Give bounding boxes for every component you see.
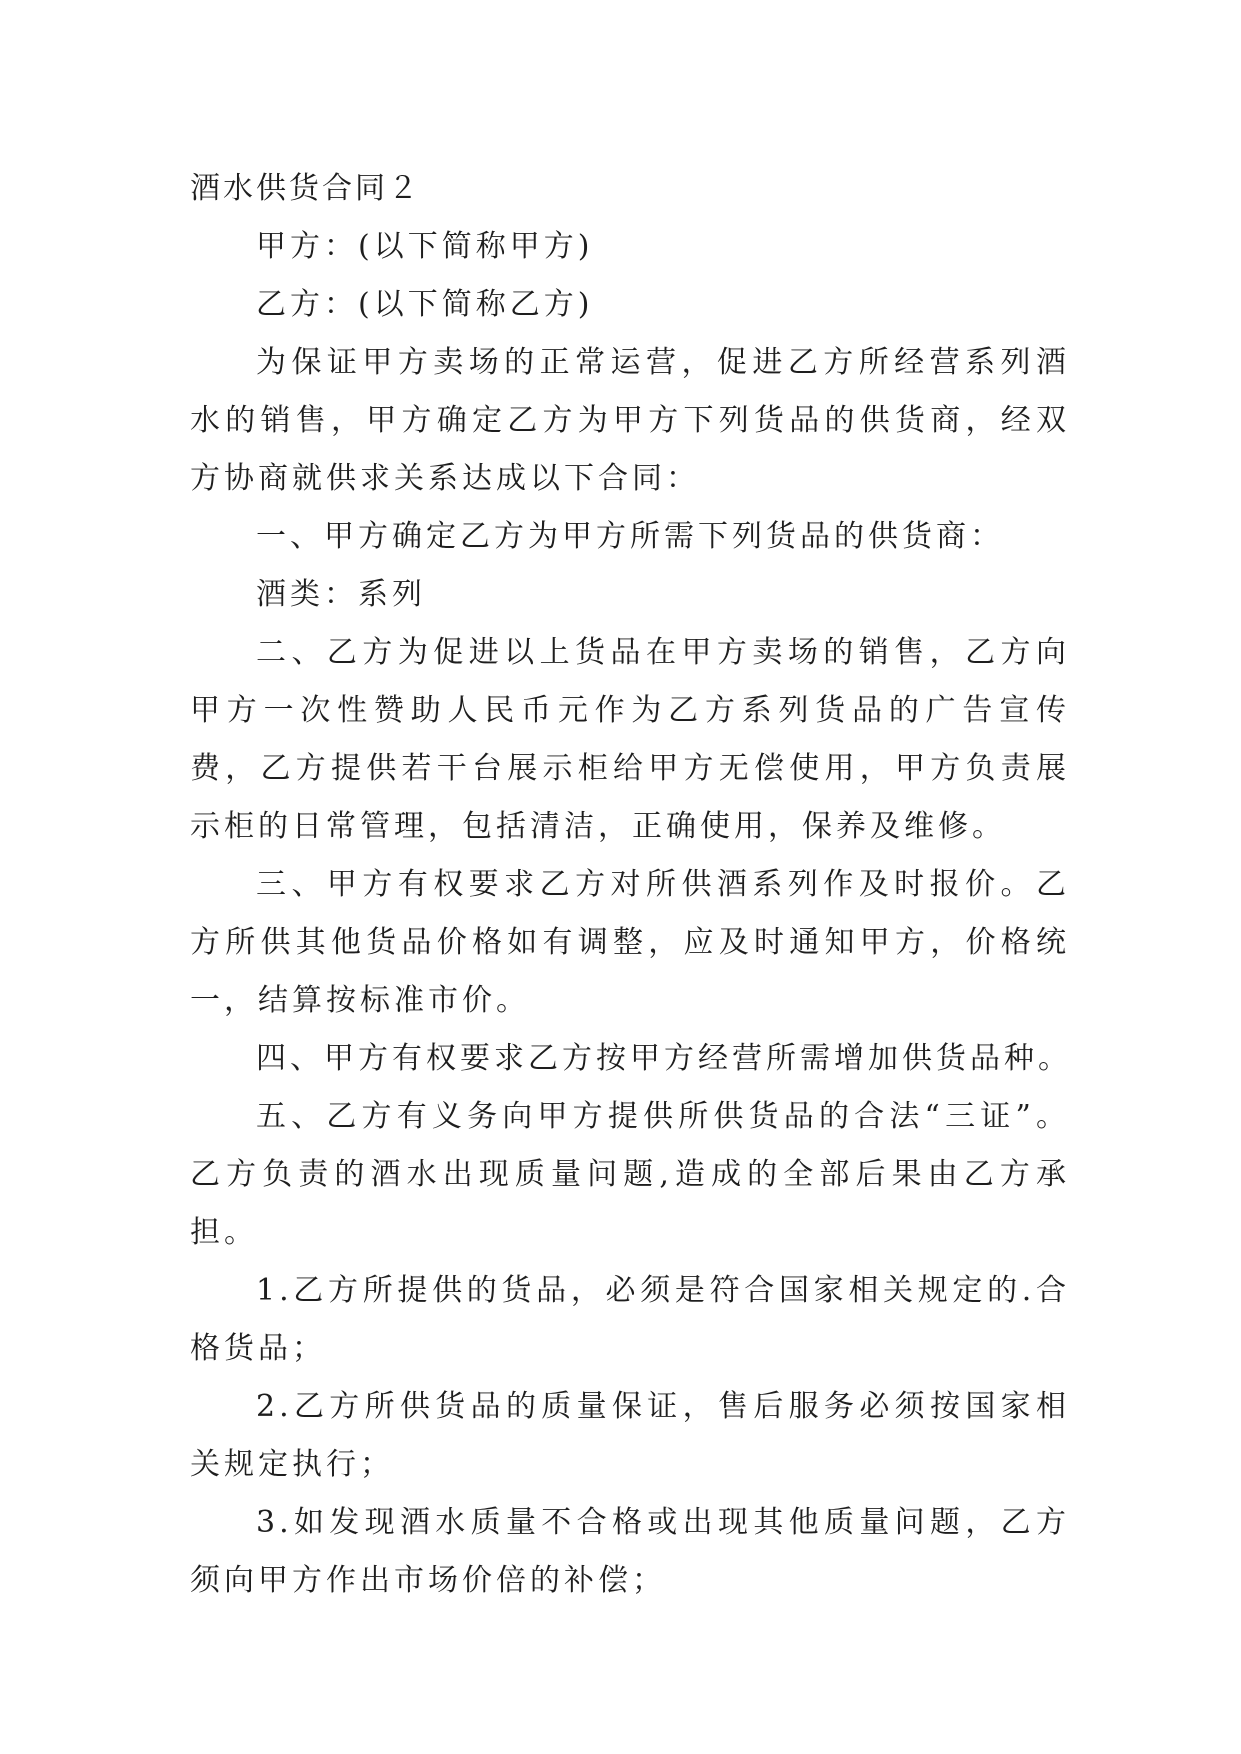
sub-clause-2: 2.乙方所供货品的质量保证，售后服务必须按国家相关规定执行； (190, 1389, 1070, 1482)
document-body (190, 160, 1070, 1610)
clause-1: 一、甲方确定乙方为甲方所需下列货品的供货商： (256, 519, 1004, 554)
document-title: 酒水供货合同２ (190, 171, 421, 206)
sub-clause-1: 1.乙方所提供的货品，必须是符合国家相关规定的.合格货品； (190, 1273, 1070, 1366)
sub-clause-3: 3.如发现酒水质量不合格或出现其他质量问题，乙方须向甲方作出市场价倍的补偿； (190, 1505, 1070, 1598)
clause-2: 二、乙方为促进以上货品在甲方卖场的销售，乙方向甲方一次性赞助人民币元作为乙方系列货品的广告宣传费，乙方提供若干台展示柜给甲方无偿使用，甲方负责展示柜的日常管理，包括清洁，正确使用，保养及维修。 (190, 635, 1070, 844)
clause-3: 三、甲方有权要求乙方对所供酒系列作及时报价。乙方所供其他货品价格如有调整，应及时通知甲方，价格统一，结算按标准市价。 (190, 867, 1070, 1018)
wine-category-line: 酒类：系列 (256, 577, 426, 612)
party-a-line: 甲方：(以下简称甲方) (256, 229, 594, 264)
clause-4: 四、甲方有权要求乙方按甲方经营所需增加供货品种。 (256, 1041, 1072, 1076)
preamble-paragraph: 为保证甲方卖场的正常运营，促进乙方所经营系列酒水的销售，甲方确定乙方为甲方下列货品的供货商，经双方协商就供求关系达成以下合同： (190, 345, 1070, 496)
clause-5: 五、乙方有义务向甲方提供所供货品的合法“三证”。乙方负责的酒水出现质量问题,造成的全部后果由乙方承担。 (190, 1099, 1070, 1250)
party-b-line: 乙方：(以下简称乙方) (256, 287, 594, 322)
